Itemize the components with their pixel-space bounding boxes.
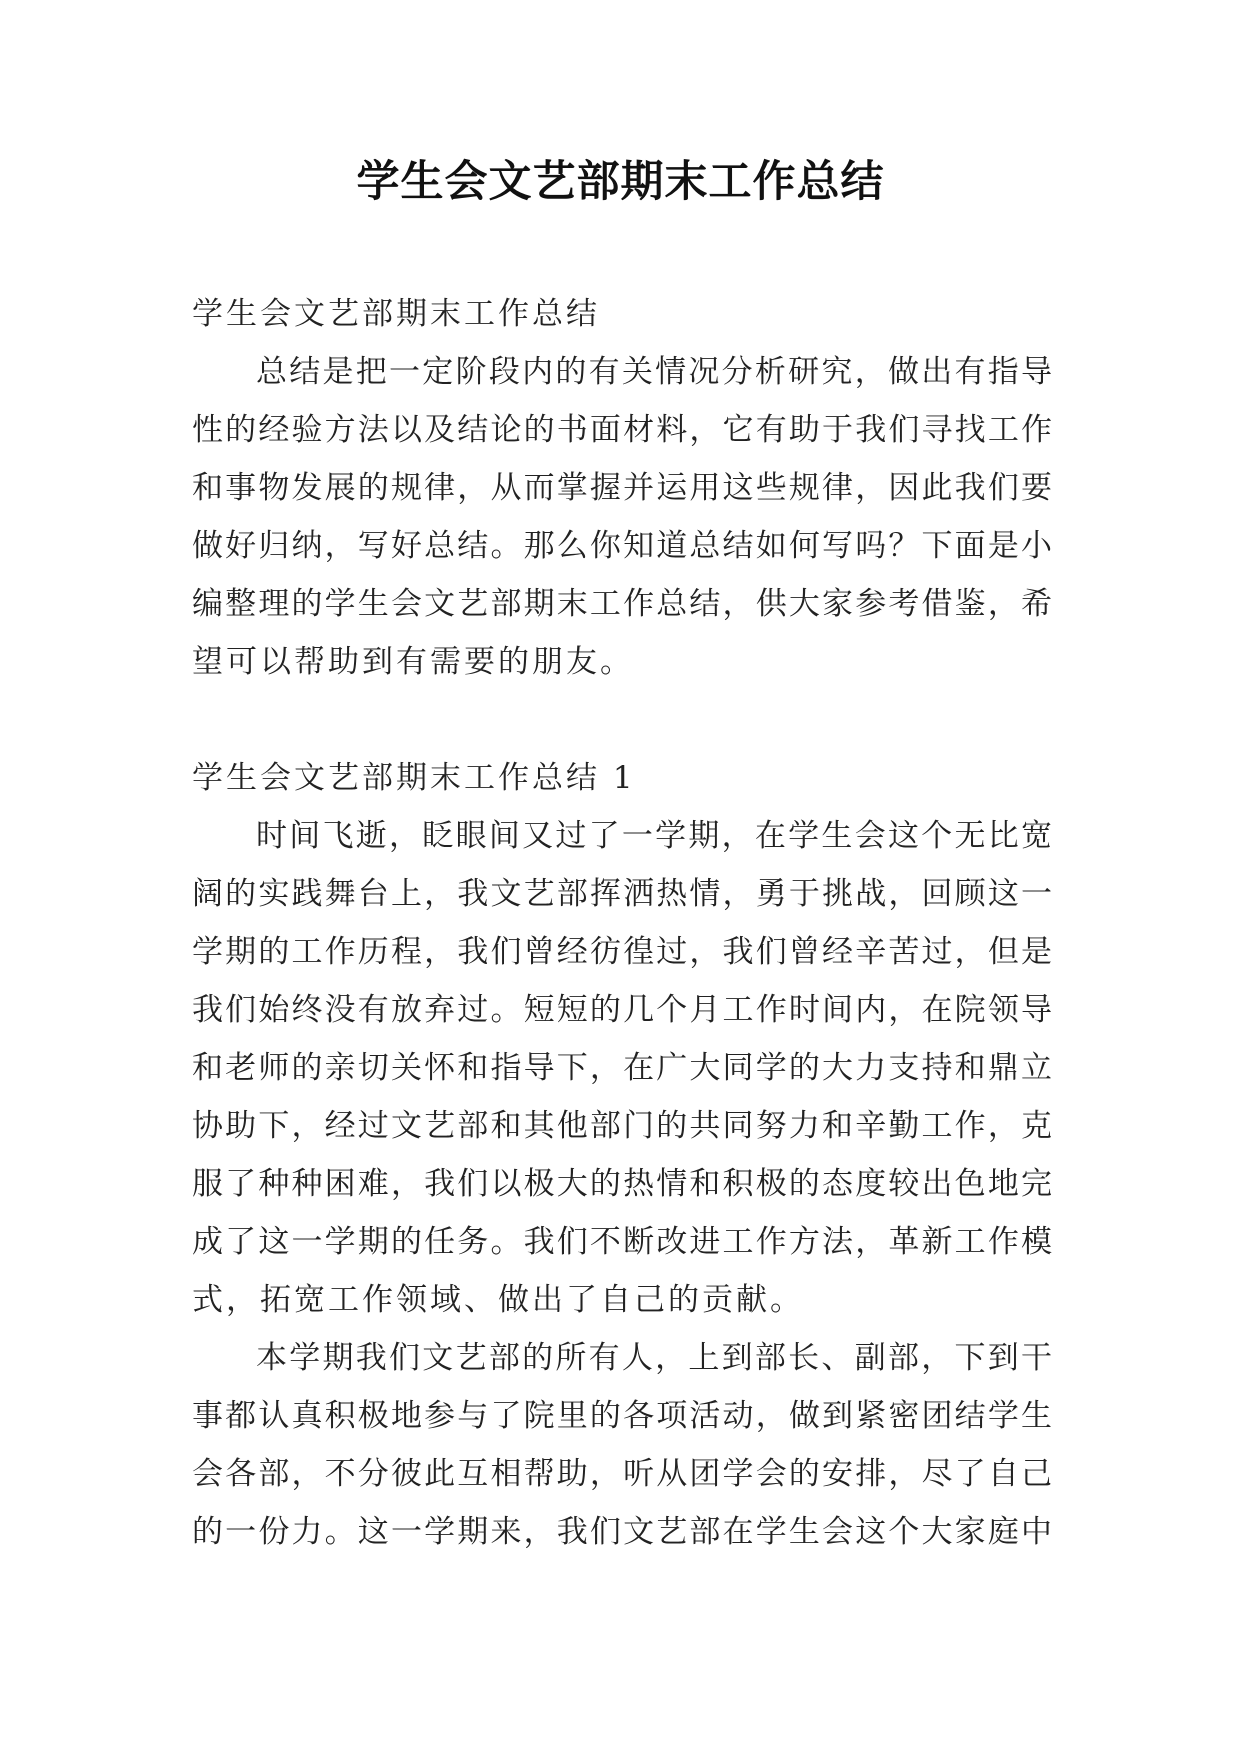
text-line: 本学期我们文艺部的所有人，上到部长、副部，下到干 <box>256 1340 1052 1376</box>
paragraph-spacer <box>192 691 1052 749</box>
text-line: 的一份力。这一学期来，我们文艺部在学生会这个大家庭中 <box>192 1514 1052 1550</box>
text-line: 成了这一学期的任务。我们不断改进工作方法，革新工作模 <box>192 1224 1052 1260</box>
text-line: 做好归纳，写好总结。那么你知道总结如何写吗？下面是小 <box>192 528 1052 564</box>
text-line: 事都认真积极地参与了院里的各项活动，做到紧密团结学生 <box>192 1398 1052 1434</box>
text-line: 式，拓宽工作领域、做出了自己的贡献。 <box>192 1282 804 1318</box>
text-line: 和事物发展的规律，从而掌握并运用这些规律，因此我们要 <box>192 470 1052 506</box>
document-subheading: 学生会文艺部期末工作总结 <box>192 296 600 332</box>
section-paragraph <box>192 807 1052 1329</box>
text-line: 协助下，经过文艺部和其他部门的共同努力和辛勤工作，克 <box>192 1108 1052 1144</box>
text-line: 服了种种困难，我们以极大的热情和积极的态度较出色地完 <box>192 1166 1052 1202</box>
section-heading: 学生会文艺部期末工作总结 1 <box>192 760 636 796</box>
text-line: 学期的工作历程，我们曾经彷徨过，我们曾经辛苦过，但是 <box>192 934 1052 970</box>
document-body <box>192 285 1052 1561</box>
text-line: 望可以帮助到有需要的朋友。 <box>192 644 634 680</box>
document-title: 学生会文艺部期末工作总结 <box>356 157 885 207</box>
text-line: 性的经验方法以及结论的书面材料，它有助于我们寻找工作 <box>192 412 1052 448</box>
text-line: 我们始终没有放弃过。短短的几个月工作时间内，在院领导 <box>192 992 1052 1028</box>
text-line: 时间飞逝，眨眼间又过了一学期，在学生会这个无比宽 <box>256 818 1052 854</box>
text-line: 总结是把一定阶段内的有关情况分析研究，做出有指导 <box>256 354 1052 390</box>
text-line: 阔的实践舞台上，我文艺部挥洒热情，勇于挑战，回顾这一 <box>192 876 1052 912</box>
intro-paragraph <box>192 343 1052 691</box>
section-paragraph <box>192 1329 1052 1561</box>
text-line: 和老师的亲切关怀和指导下，在广大同学的大力支持和鼎立 <box>192 1050 1052 1086</box>
text-line: 会各部，不分彼此互相帮助，听从团学会的安排，尽了自己 <box>192 1456 1052 1492</box>
text-line: 编整理的学生会文艺部期末工作总结，供大家参考借鉴，希 <box>192 586 1052 622</box>
